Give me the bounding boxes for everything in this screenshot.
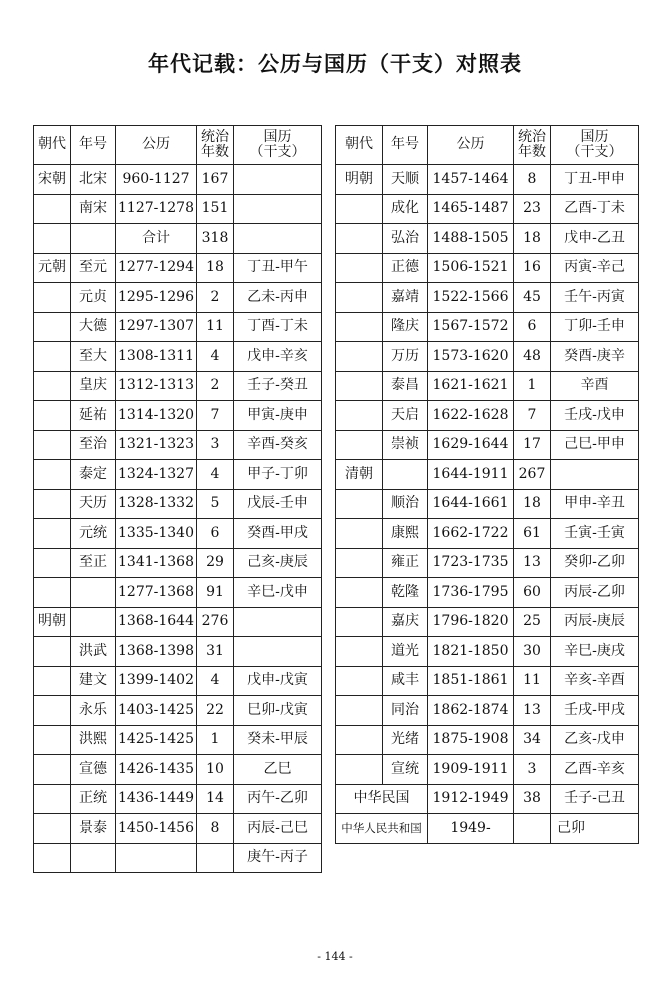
dynasty-cell [34, 194, 71, 224]
dynasty-cell: 元朝 [34, 253, 71, 283]
reign-count-cell: 151 [197, 194, 234, 224]
ganzhi-cell: 丁酉-丁未 [234, 312, 322, 342]
era-cell: 道光 [383, 637, 428, 667]
ganzhi-cell: 壬戌-甲戌 [551, 696, 639, 726]
dynasty-cell: 明朝 [336, 165, 383, 195]
era-cell: 顺治 [383, 489, 428, 519]
table-row [34, 401, 322, 431]
table-row [34, 460, 322, 490]
ganzhi-cell: 壬戌-戊申 [551, 401, 639, 431]
gregorian-cell: 1875-1908 [428, 725, 514, 755]
ganzhi-cell [234, 607, 322, 637]
header-gregorian: 公历 [428, 126, 514, 165]
reign-count-cell: 167 [197, 165, 234, 195]
era-cell: 洪熙 [71, 725, 116, 755]
gregorian-cell: 1425-1425 [116, 725, 197, 755]
table-header-row [34, 126, 322, 165]
era-cell: 崇祯 [383, 430, 428, 460]
era-cell: 天顺 [383, 165, 428, 195]
ganzhi-cell: 癸未-甲辰 [234, 725, 322, 755]
ganzhi-cell: 乙酉-辛亥 [551, 755, 639, 785]
era-cell: 嘉靖 [383, 283, 428, 313]
era-cell: 宣德 [71, 755, 116, 785]
era-cell [71, 578, 116, 608]
dynasty-cell [34, 401, 71, 431]
ganzhi-cell: 甲寅-庚申 [234, 401, 322, 431]
reign-count-cell: 13 [514, 548, 551, 578]
ganzhi-cell [234, 194, 322, 224]
reign-count-cell: 276 [197, 607, 234, 637]
era-cell [71, 843, 116, 873]
table-row [34, 607, 322, 637]
header-gregorian: 公历 [116, 126, 197, 165]
dynasty-cell: 清朝 [336, 460, 383, 490]
table-row [34, 489, 322, 519]
dynasty-cell [336, 489, 383, 519]
gregorian-cell [116, 843, 197, 873]
ganzhi-cell: 戊申-辛亥 [234, 342, 322, 372]
dynasty-cell [336, 253, 383, 283]
gregorian-cell: 1909-1911 [428, 755, 514, 785]
reign-count-cell: 60 [514, 578, 551, 608]
table-row [336, 401, 639, 431]
dynasty-cell [336, 548, 383, 578]
reign-count-cell: 61 [514, 519, 551, 549]
table-row [34, 755, 322, 785]
gregorian-cell: 1295-1296 [116, 283, 197, 313]
ganzhi-cell: 丁丑-甲午 [234, 253, 322, 283]
gregorian-cell: 1736-1795 [428, 578, 514, 608]
era-cell: 光绪 [383, 725, 428, 755]
reign-count-cell: 11 [197, 312, 234, 342]
table-row [34, 430, 322, 460]
era-cell: 天启 [383, 401, 428, 431]
reign-count-cell: 18 [514, 224, 551, 254]
table-row [336, 342, 639, 372]
gregorian-cell: 1297-1307 [116, 312, 197, 342]
table-row [34, 548, 322, 578]
gregorian-cell: 1277-1294 [116, 253, 197, 283]
gregorian-cell: 合计 [116, 224, 197, 254]
table-row [336, 283, 639, 313]
table-row [34, 224, 322, 254]
ganzhi-cell: 丙寅-辛己 [551, 253, 639, 283]
dynasty-cell [34, 430, 71, 460]
table-row [336, 430, 639, 460]
era-cell: 至正 [71, 548, 116, 578]
gregorian-cell: 1436-1449 [116, 784, 197, 814]
table-row [34, 519, 322, 549]
gregorian-cell: 1796-1820 [428, 607, 514, 637]
era-cell: 中华人民共和国 [336, 814, 428, 844]
dynasty-cell [336, 430, 383, 460]
dynasty-cell [34, 312, 71, 342]
dynasty-cell [34, 519, 71, 549]
header-era: 年号 [71, 126, 116, 165]
gregorian-cell: 1573-1620 [428, 342, 514, 372]
reign-count-cell: 31 [197, 637, 234, 667]
table-row [34, 578, 322, 608]
era-cell: 景泰 [71, 814, 116, 844]
table-row [336, 165, 639, 195]
ganzhi-cell: 戊申-戊寅 [234, 666, 322, 696]
era-cell [71, 607, 116, 637]
reign-count-cell: 2 [197, 371, 234, 401]
ganzhi-cell [551, 460, 639, 490]
table-row [336, 696, 639, 726]
table-header-row [336, 126, 639, 165]
era-cell: 隆庆 [383, 312, 428, 342]
era-cell: 洪武 [71, 637, 116, 667]
dynasty-cell [34, 489, 71, 519]
dynasty-cell [34, 224, 71, 254]
ganzhi-cell [234, 165, 322, 195]
era-cell: 永乐 [71, 696, 116, 726]
ganzhi-cell: 辛巳-庚戌 [551, 637, 639, 667]
gregorian-cell: 1621-1621 [428, 371, 514, 401]
reign-count-cell: 7 [514, 401, 551, 431]
dynasty-cell [34, 755, 71, 785]
ganzhi-cell: 壬寅-壬寅 [551, 519, 639, 549]
era-cell: 元贞 [71, 283, 116, 313]
gregorian-cell: 1312-1313 [116, 371, 197, 401]
era-cell: 延祐 [71, 401, 116, 431]
reign-count-cell: 38 [514, 784, 551, 814]
era-cell: 泰定 [71, 460, 116, 490]
dynasty-cell [336, 755, 383, 785]
table-row [336, 253, 639, 283]
gregorian-cell: 1314-1320 [116, 401, 197, 431]
reign-count-cell: 29 [197, 548, 234, 578]
gregorian-cell: 1662-1722 [428, 519, 514, 549]
table-row [34, 342, 322, 372]
era-cell: 成化 [383, 194, 428, 224]
gregorian-cell: 1862-1874 [428, 696, 514, 726]
header-reign-years: 统治 年数 [514, 126, 551, 165]
reign-count-cell: 267 [514, 460, 551, 490]
era-cell: 弘治 [383, 224, 428, 254]
era-cell: 元统 [71, 519, 116, 549]
era-cell: 正统 [71, 784, 116, 814]
ganzhi-cell: 丙辰-庚辰 [551, 607, 639, 637]
header-reign-years: 统治 年数 [197, 126, 234, 165]
gregorian-cell: 1506-1521 [428, 253, 514, 283]
table-row [336, 371, 639, 401]
dynasty-cell [34, 725, 71, 755]
header-dynasty: 朝代 [34, 126, 71, 165]
table-row [336, 666, 639, 696]
gregorian-cell: 1644-1911 [428, 460, 514, 490]
era-cell [71, 224, 116, 254]
era-cell: 万历 [383, 342, 428, 372]
gregorian-cell: 1341-1368 [116, 548, 197, 578]
dynasty-cell [336, 194, 383, 224]
gregorian-cell: 1629-1644 [428, 430, 514, 460]
table-row [34, 253, 322, 283]
dynasty-cell [34, 283, 71, 313]
dynasty-cell [336, 224, 383, 254]
era-cell: 正德 [383, 253, 428, 283]
dynasty-cell [336, 371, 383, 401]
dynasty-cell [34, 460, 71, 490]
ganzhi-cell: 壬子-癸丑 [234, 371, 322, 401]
table-row [336, 578, 639, 608]
reign-count-cell: 91 [197, 578, 234, 608]
era-cell: 至元 [71, 253, 116, 283]
ganzhi-cell: 乙未-丙申 [234, 283, 322, 313]
gregorian-cell: 1488-1505 [428, 224, 514, 254]
dynasty-cell [336, 283, 383, 313]
gregorian-cell: 1403-1425 [116, 696, 197, 726]
ganzhi-cell: 癸卯-乙卯 [551, 548, 639, 578]
table-row [336, 194, 639, 224]
dynasty-cell [34, 342, 71, 372]
reign-count-cell: 14 [197, 784, 234, 814]
gregorian-cell: 1450-1456 [116, 814, 197, 844]
gregorian-cell: 1821-1850 [428, 637, 514, 667]
dynasty-cell [34, 637, 71, 667]
ganzhi-cell: 乙亥-戊申 [551, 725, 639, 755]
era-cell: 泰昌 [383, 371, 428, 401]
reign-count-cell: 45 [514, 283, 551, 313]
table-row [336, 814, 639, 844]
dynasty-cell [34, 784, 71, 814]
era-cell [383, 460, 428, 490]
ganzhi-cell: 辛亥-辛酉 [551, 666, 639, 696]
reign-count-cell: 6 [197, 519, 234, 549]
ganzhi-cell: 戊申-乙丑 [551, 224, 639, 254]
reign-count-cell: 34 [514, 725, 551, 755]
reign-count-cell: 3 [514, 755, 551, 785]
header-ganzhi: 国历 （干支） [234, 126, 322, 165]
dynasty-cell [34, 666, 71, 696]
reign-count-cell: 4 [197, 666, 234, 696]
table-row [336, 489, 639, 519]
ganzhi-cell: 己亥-庚辰 [234, 548, 322, 578]
gregorian-cell: 1567-1572 [428, 312, 514, 342]
ganzhi-cell: 乙酉-丁未 [551, 194, 639, 224]
era-cell: 中华民国 [336, 784, 428, 814]
table-row [34, 725, 322, 755]
ganzhi-cell: 丙午-乙卯 [234, 784, 322, 814]
left-chronology-table [33, 125, 322, 873]
ganzhi-cell: 辛巳-戊申 [234, 578, 322, 608]
ganzhi-cell: 庚午-丙子 [234, 843, 322, 873]
gregorian-cell: 1277-1368 [116, 578, 197, 608]
reign-count-cell: 1 [197, 725, 234, 755]
ganzhi-cell: 丙辰-乙卯 [551, 578, 639, 608]
reign-count-cell: 3 [197, 430, 234, 460]
era-cell: 大德 [71, 312, 116, 342]
reign-count-cell: 18 [514, 489, 551, 519]
table-row [336, 519, 639, 549]
gregorian-cell: 1328-1332 [116, 489, 197, 519]
dynasty-cell: 明朝 [34, 607, 71, 637]
era-cell: 同治 [383, 696, 428, 726]
dynasty-cell [336, 342, 383, 372]
ganzhi-cell: 甲子-丁卯 [234, 460, 322, 490]
gregorian-cell: 1324-1327 [116, 460, 197, 490]
page-number: - 144 - [317, 950, 353, 963]
table-row [34, 637, 322, 667]
gregorian-cell: 1399-1402 [116, 666, 197, 696]
table-row [34, 814, 322, 844]
dynasty-cell [34, 843, 71, 873]
gregorian-cell: 1949- [428, 814, 514, 844]
gregorian-cell: 1426-1435 [116, 755, 197, 785]
gregorian-cell: 1368-1398 [116, 637, 197, 667]
table-row [34, 696, 322, 726]
ganzhi-cell: 癸酉-甲戌 [234, 519, 322, 549]
gregorian-cell: 960-1127 [116, 165, 197, 195]
dynasty-cell [336, 578, 383, 608]
era-cell: 南宋 [71, 194, 116, 224]
ganzhi-cell [234, 224, 322, 254]
header-era: 年号 [383, 126, 428, 165]
dynasty-cell [336, 401, 383, 431]
gregorian-cell: 1522-1566 [428, 283, 514, 313]
table-row [336, 637, 639, 667]
gregorian-cell: 1723-1735 [428, 548, 514, 578]
ganzhi-cell: 壬子-己丑 [551, 784, 639, 814]
ganzhi-cell: 丁丑-甲申 [551, 165, 639, 195]
table-row [34, 784, 322, 814]
gregorian-cell: 1308-1311 [116, 342, 197, 372]
reign-count-cell: 1 [514, 371, 551, 401]
gregorian-cell: 1321-1323 [116, 430, 197, 460]
table-row [336, 224, 639, 254]
reign-count-cell: 22 [197, 696, 234, 726]
table-row [34, 283, 322, 313]
reign-count-cell: 4 [197, 342, 234, 372]
gregorian-cell: 1644-1661 [428, 489, 514, 519]
reign-count-cell: 23 [514, 194, 551, 224]
era-cell: 雍正 [383, 548, 428, 578]
era-cell: 皇庆 [71, 371, 116, 401]
era-cell: 天历 [71, 489, 116, 519]
table-row [336, 725, 639, 755]
dynasty-cell [336, 607, 383, 637]
ganzhi-cell: 辛酉 [551, 371, 639, 401]
dynasty-cell [336, 312, 383, 342]
dynasty-cell: 宋朝 [34, 165, 71, 195]
gregorian-cell: 1622-1628 [428, 401, 514, 431]
reign-count-cell: 16 [514, 253, 551, 283]
gregorian-cell: 1368-1644 [116, 607, 197, 637]
table-row [34, 165, 322, 195]
table-row [336, 755, 639, 785]
dynasty-cell [34, 578, 71, 608]
gregorian-cell: 1851-1861 [428, 666, 514, 696]
era-cell: 北宋 [71, 165, 116, 195]
table-row [34, 194, 322, 224]
era-cell: 乾隆 [383, 578, 428, 608]
reign-count-cell: 30 [514, 637, 551, 667]
dynasty-cell [34, 371, 71, 401]
header-dynasty: 朝代 [336, 126, 383, 165]
era-cell: 至治 [71, 430, 116, 460]
ganzhi-cell: 己卯 [551, 814, 639, 844]
reign-count-cell: 2 [197, 283, 234, 313]
reign-count-cell [514, 814, 551, 844]
header-ganzhi: 国历 （干支） [551, 126, 639, 165]
dynasty-cell [336, 666, 383, 696]
dynasty-cell [336, 519, 383, 549]
ganzhi-cell: 乙巳 [234, 755, 322, 785]
reign-count-cell: 8 [514, 165, 551, 195]
table-row [336, 460, 639, 490]
table-row [34, 843, 322, 873]
table-row [34, 371, 322, 401]
reign-count-cell: 18 [197, 253, 234, 283]
table-row [336, 784, 639, 814]
ganzhi-cell: 甲申-辛丑 [551, 489, 639, 519]
era-cell: 至大 [71, 342, 116, 372]
reign-count-cell [197, 843, 234, 873]
reign-count-cell: 318 [197, 224, 234, 254]
table-row [34, 666, 322, 696]
ganzhi-cell [234, 637, 322, 667]
table-row [336, 607, 639, 637]
reign-count-cell: 5 [197, 489, 234, 519]
gregorian-cell: 1127-1278 [116, 194, 197, 224]
era-cell: 咸丰 [383, 666, 428, 696]
reign-count-cell: 8 [197, 814, 234, 844]
era-cell: 建文 [71, 666, 116, 696]
dynasty-cell [336, 725, 383, 755]
ganzhi-cell: 辛酉-癸亥 [234, 430, 322, 460]
dynasty-cell [34, 696, 71, 726]
ganzhi-cell: 丙辰-己巳 [234, 814, 322, 844]
ganzhi-cell: 己巳-甲申 [551, 430, 639, 460]
reign-count-cell: 4 [197, 460, 234, 490]
gregorian-cell: 1457-1464 [428, 165, 514, 195]
dynasty-cell [34, 548, 71, 578]
table-row [336, 548, 639, 578]
dynasty-cell [34, 814, 71, 844]
reign-count-cell: 6 [514, 312, 551, 342]
table-row [34, 312, 322, 342]
reign-count-cell: 48 [514, 342, 551, 372]
gregorian-cell: 1335-1340 [116, 519, 197, 549]
gregorian-cell: 1465-1487 [428, 194, 514, 224]
ganzhi-cell: 癸酉-庚辛 [551, 342, 639, 372]
ganzhi-cell: 壬午-丙寅 [551, 283, 639, 313]
reign-count-cell: 13 [514, 696, 551, 726]
reign-count-cell: 17 [514, 430, 551, 460]
dynasty-cell [336, 696, 383, 726]
reign-count-cell: 25 [514, 607, 551, 637]
gregorian-cell: 1912-1949 [428, 784, 514, 814]
reign-count-cell: 10 [197, 755, 234, 785]
reign-count-cell: 7 [197, 401, 234, 431]
ganzhi-cell: 丁卯-壬申 [551, 312, 639, 342]
ganzhi-cell: 巳卯-戊寅 [234, 696, 322, 726]
era-cell: 嘉庆 [383, 607, 428, 637]
dynasty-cell [336, 637, 383, 667]
era-cell: 宣统 [383, 755, 428, 785]
ganzhi-cell: 戊辰-壬申 [234, 489, 322, 519]
right-chronology-table [335, 125, 639, 844]
table-row [336, 312, 639, 342]
era-cell: 康熙 [383, 519, 428, 549]
page-title: 年代记载：公历与国历（干支）对照表 [148, 52, 522, 76]
reign-count-cell: 11 [514, 666, 551, 696]
